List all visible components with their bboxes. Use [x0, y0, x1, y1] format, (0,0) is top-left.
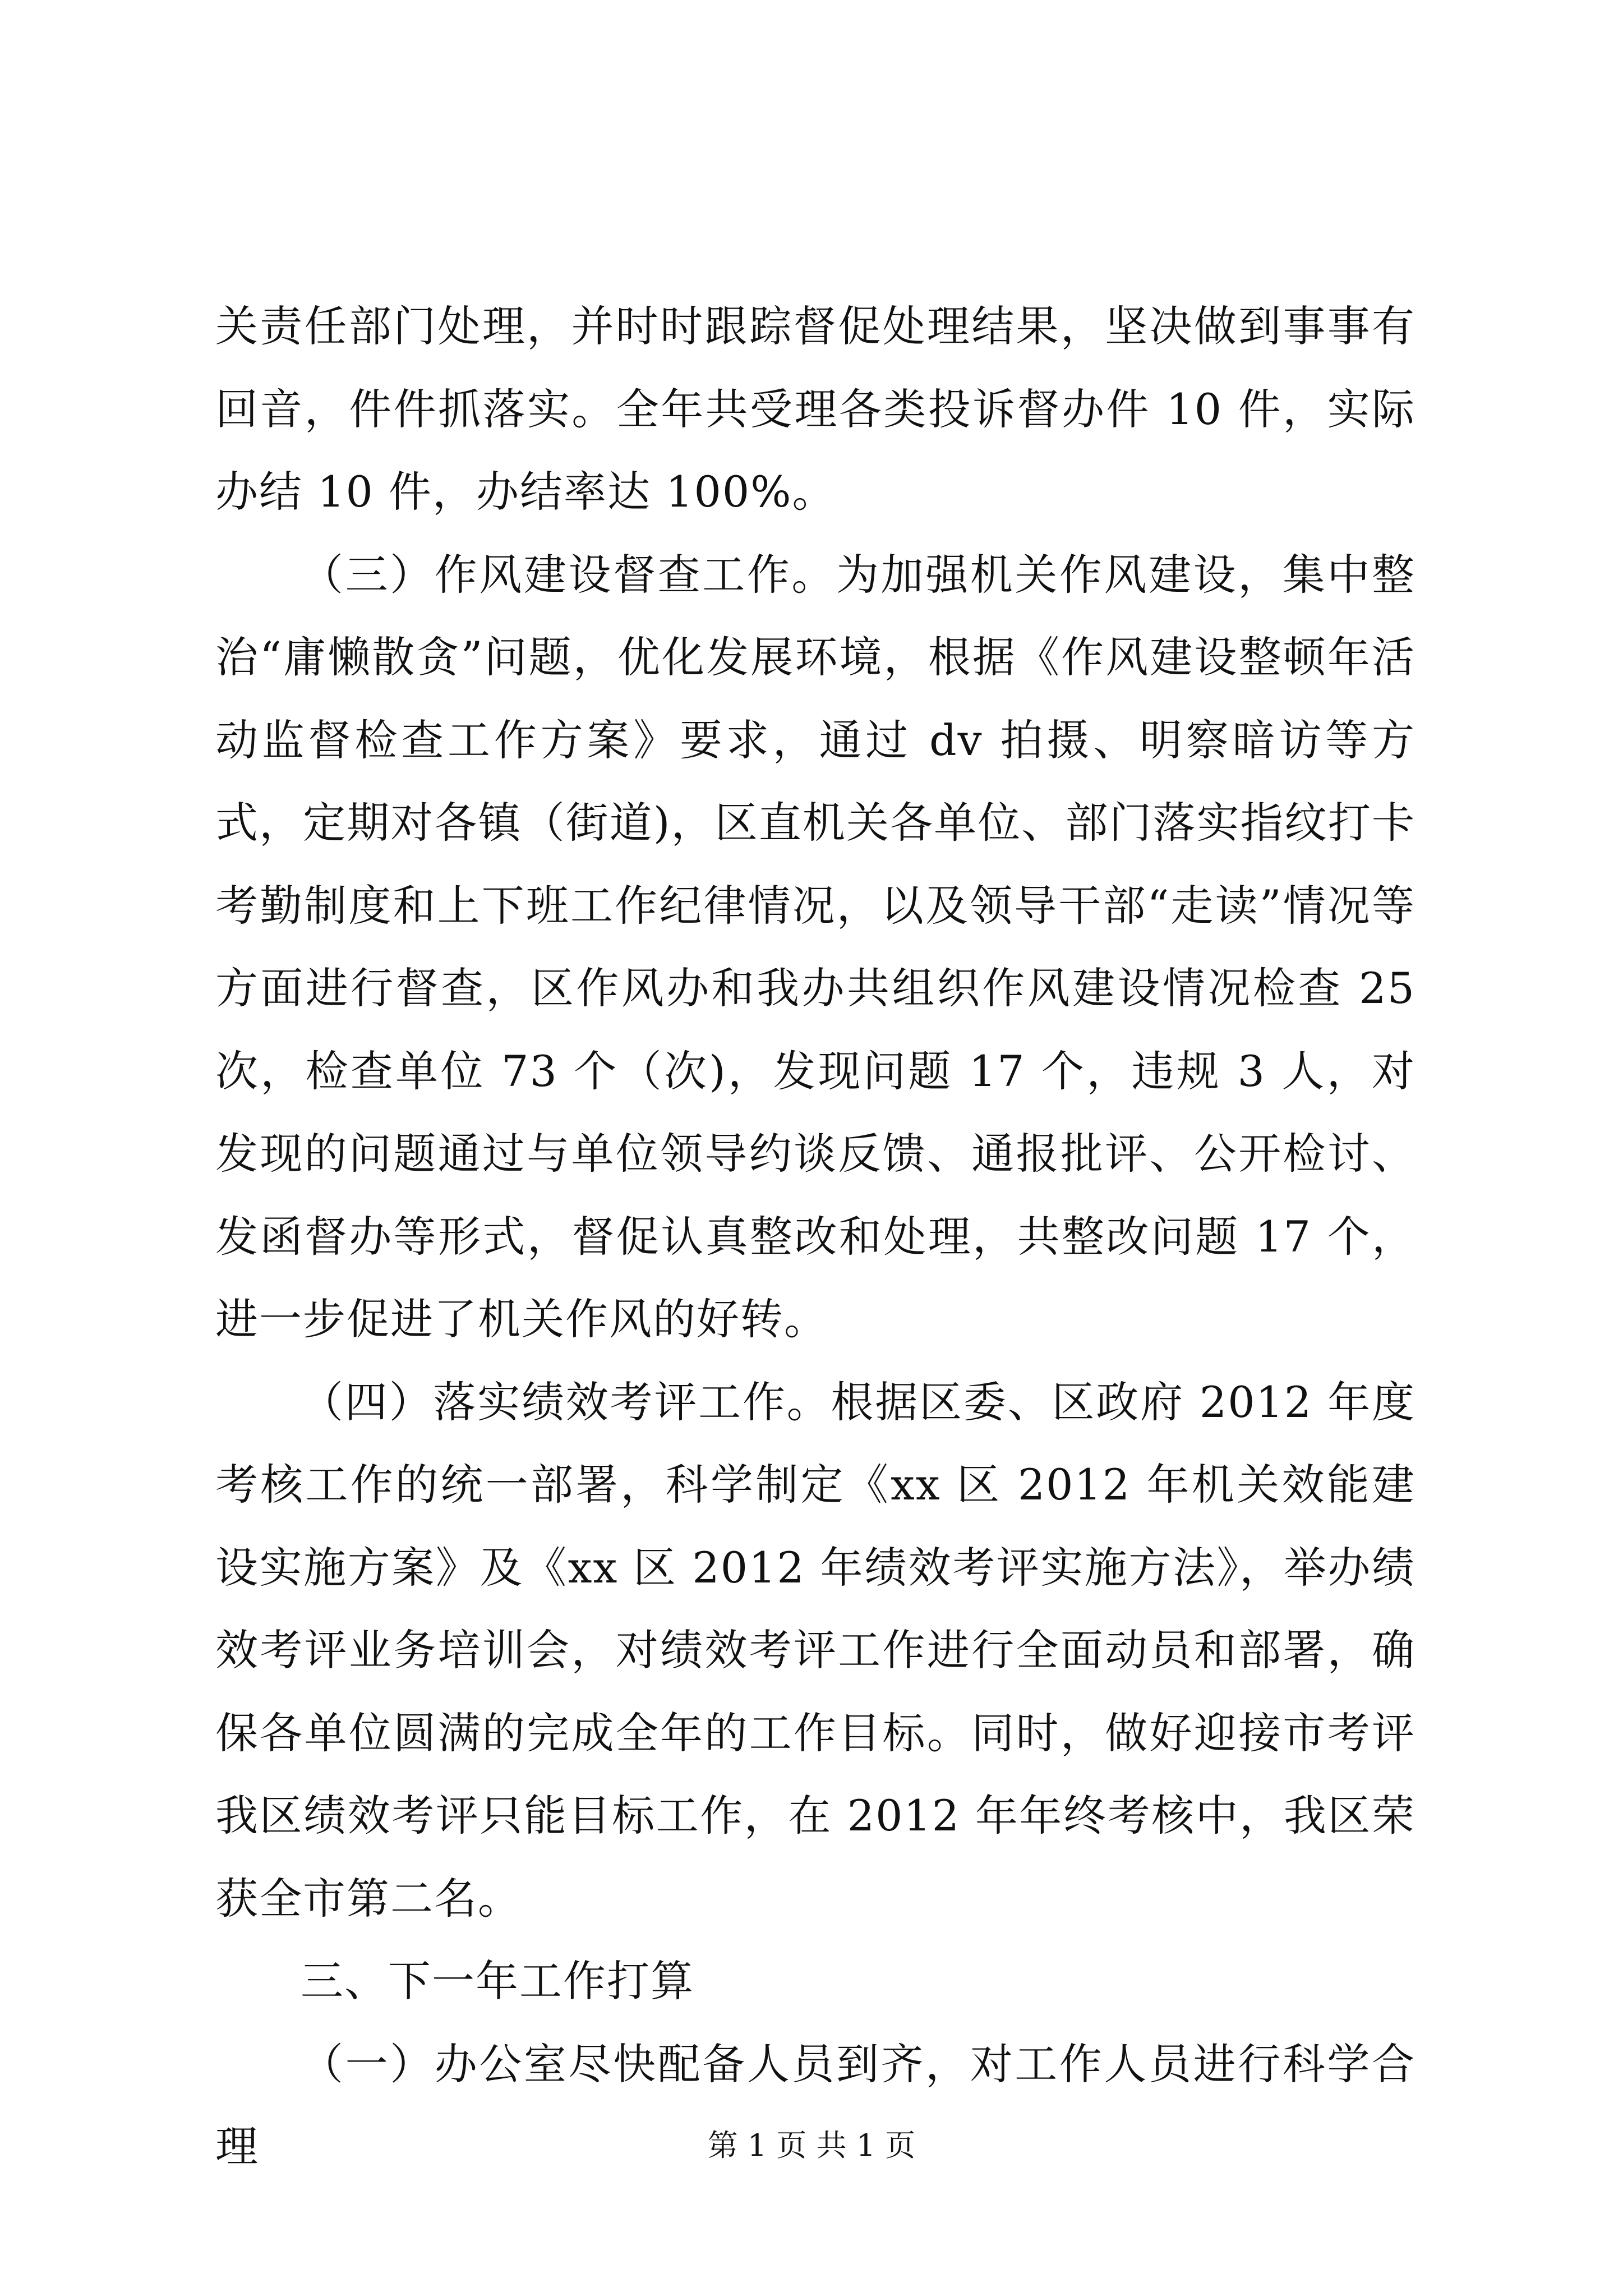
- document-body: [215, 285, 1415, 2188]
- page-footer: 第 1 页 共 1 页: [707, 2128, 916, 2163]
- paragraph-performance-evaluation: （四）落实绩效考评工作。根据区委、区政府 2012 年度考核工作的统一部署，科学制定《xx 区 2012 年机关效能建设实施方案》及《xx 区 2012 年绩效考评实施方法》，举办绩效考评业务培训会，对绩效考评工作进行全面动员和部署，确保各单位圆满的完成全年的工作目标。同时，做好迎接市考评我区绩效考评只能目标工作，在 2012 年年终考核中，我区荣获全市第二名。: [215, 1377, 1415, 1924]
- paragraph-office-staffing: （一）办公室尽快配备人员到齐，对工作人员进行科学合理: [215, 2039, 1415, 2171]
- paragraph-complaint-closure: 关责任部门处理，并时时跟踪督促处理结果，坚决做到事事有回音，件件抓落实。全年共受理各类投诉督办件 10 件，实际办结 10 件，办结率达 100%。: [215, 301, 1415, 517]
- paragraph-work-style-inspection: （三）作风建设督查工作。为加强机关作风建设，集中整治“庸懒散贪”问题，优化发展环境，根据《作风建设整顿年活动监督检查工作方案》要求，通过 dv 拍摄、明察暗访等方式，定期对各镇（街道)，区直机关各单位、部门落实指纹打卡考勤制度和上下班工作纪律情况，以及领导干部“走读”情况等方面进行督查，区作风办和我办共组织作风建设情况检查 25 次，检查单位 73 个（次)，发现问题 17 个，违规 3 人，对发现的问题通过与单位领导约谈反馈、通报批评、公开检讨、发函督办等形式，督促认真整改和处理，共整改问题 17 个，进一步促进了机关作风的好转。: [215, 549, 1415, 1344]
- section-heading-next-year-plan: 三、下一年工作打算: [301, 1956, 694, 2006]
